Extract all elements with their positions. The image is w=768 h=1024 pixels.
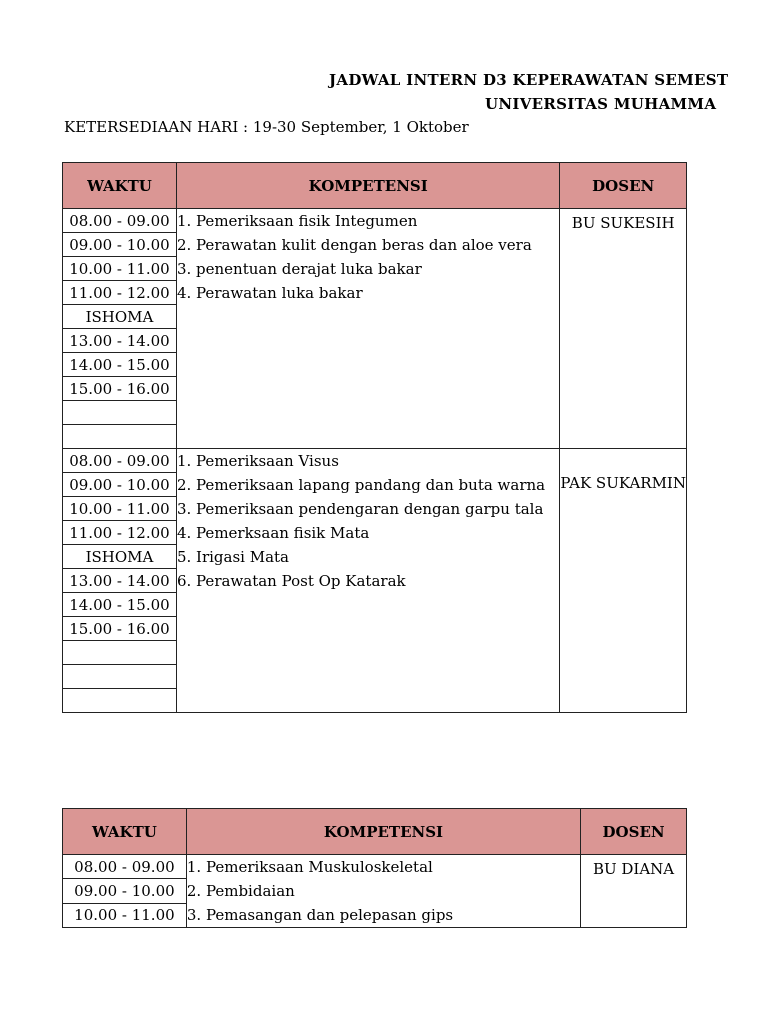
- competency-item: 4. Pemerksaan fisik Mata: [176, 524, 370, 542]
- header-kompetensi: KOMPETENSI: [176, 163, 559, 209]
- table-header-row: [63, 809, 687, 855]
- lecturer-name: BU DIANA: [592, 860, 675, 878]
- time-cell: 15.00 - 16.00: [63, 377, 177, 401]
- competency-item: 1. Pemeriksaan Muskuloskeletal: [186, 858, 433, 876]
- header-kompetensi: KOMPETENSI: [186, 809, 580, 855]
- competency-item: 3. Pemasangan dan pelepasan gips: [186, 906, 454, 924]
- time-cell: 09.00 - 10.00: [63, 233, 177, 257]
- competency-item: 6. Perawatan Post Op Katarak: [176, 572, 406, 590]
- time-cell: [63, 641, 177, 665]
- time-cell: 14.00 - 15.00: [63, 353, 177, 377]
- competency-item: 4. Perawatan luka bakar: [176, 284, 363, 302]
- time-cell: 10.00 - 11.00: [63, 903, 187, 927]
- table-header-row: [63, 163, 687, 209]
- competency-item: 2. Perawatan kulit dengan beras dan aloe vera: [176, 236, 532, 254]
- lecturer-cell: [560, 209, 687, 449]
- time-cell: 09.00 - 10.00: [63, 473, 177, 497]
- competency-item: 3. Pemeriksaan pendengaran dengan garpu tala: [176, 500, 544, 518]
- schedule-table-2: [62, 808, 687, 928]
- table-row: [63, 855, 687, 879]
- competency-cell: [176, 449, 559, 713]
- time-cell: 10.00 - 11.00: [63, 257, 177, 281]
- lecturer-name: PAK SUKARMIN: [560, 474, 686, 492]
- time-cell: 10.00 - 11.00: [63, 497, 177, 521]
- time-cell: 11.00 - 12.00: [63, 521, 177, 545]
- time-cell: [63, 665, 177, 689]
- availability-text: KETERSEDIAAN HARI : 19-30 September, 1 Oktober: [64, 118, 469, 136]
- time-cell: 09.00 - 10.00: [63, 879, 187, 903]
- competency-item: 2. Pembidaian: [186, 882, 295, 900]
- time-cell: 08.00 - 09.00: [63, 449, 177, 473]
- table-row: [63, 449, 687, 473]
- header-waktu: WAKTU: [63, 809, 187, 855]
- competency-item: 5. Irigasi Mata: [176, 548, 289, 566]
- time-cell: 15.00 - 16.00: [63, 617, 177, 641]
- header-dosen: DOSEN: [560, 163, 687, 209]
- title-line-1: JADWAL INTERN D3 KEPERAWATAN SEMEST: [329, 71, 729, 89]
- competency-item: 2. Pemeriksaan lapang pandang dan buta warna: [176, 476, 546, 494]
- title-line-2: UNIVERSITAS MUHAMMA: [485, 95, 717, 113]
- lecturer-name: BU SUKESIH: [571, 214, 675, 232]
- table-row: [63, 209, 687, 233]
- time-cell: 14.00 - 15.00: [63, 593, 177, 617]
- time-cell: 08.00 - 09.00: [63, 209, 177, 233]
- competency-cell: [186, 855, 580, 928]
- time-cell: [63, 401, 177, 425]
- time-cell: ISHOMA: [63, 305, 177, 329]
- header-dosen: DOSEN: [581, 809, 687, 855]
- schedule-table-1: [62, 162, 687, 713]
- competency-item: 3. penentuan derajat luka bakar: [176, 260, 422, 278]
- time-cell: 11.00 - 12.00: [63, 281, 177, 305]
- competency-cell: [176, 209, 559, 449]
- header-waktu: WAKTU: [63, 163, 177, 209]
- competency-item: 1. Pemeriksaan fisik Integumen: [176, 212, 418, 230]
- lecturer-cell: [581, 855, 687, 928]
- time-cell: [63, 425, 177, 449]
- competency-item: 1. Pemeriksaan Visus: [176, 452, 339, 470]
- lecturer-cell: [560, 449, 687, 713]
- time-cell: 13.00 - 14.00: [63, 329, 177, 353]
- time-cell: 13.00 - 14.00: [63, 569, 177, 593]
- time-cell: 08.00 - 09.00: [63, 855, 187, 879]
- time-cell: [63, 689, 177, 713]
- time-cell: ISHOMA: [63, 545, 177, 569]
